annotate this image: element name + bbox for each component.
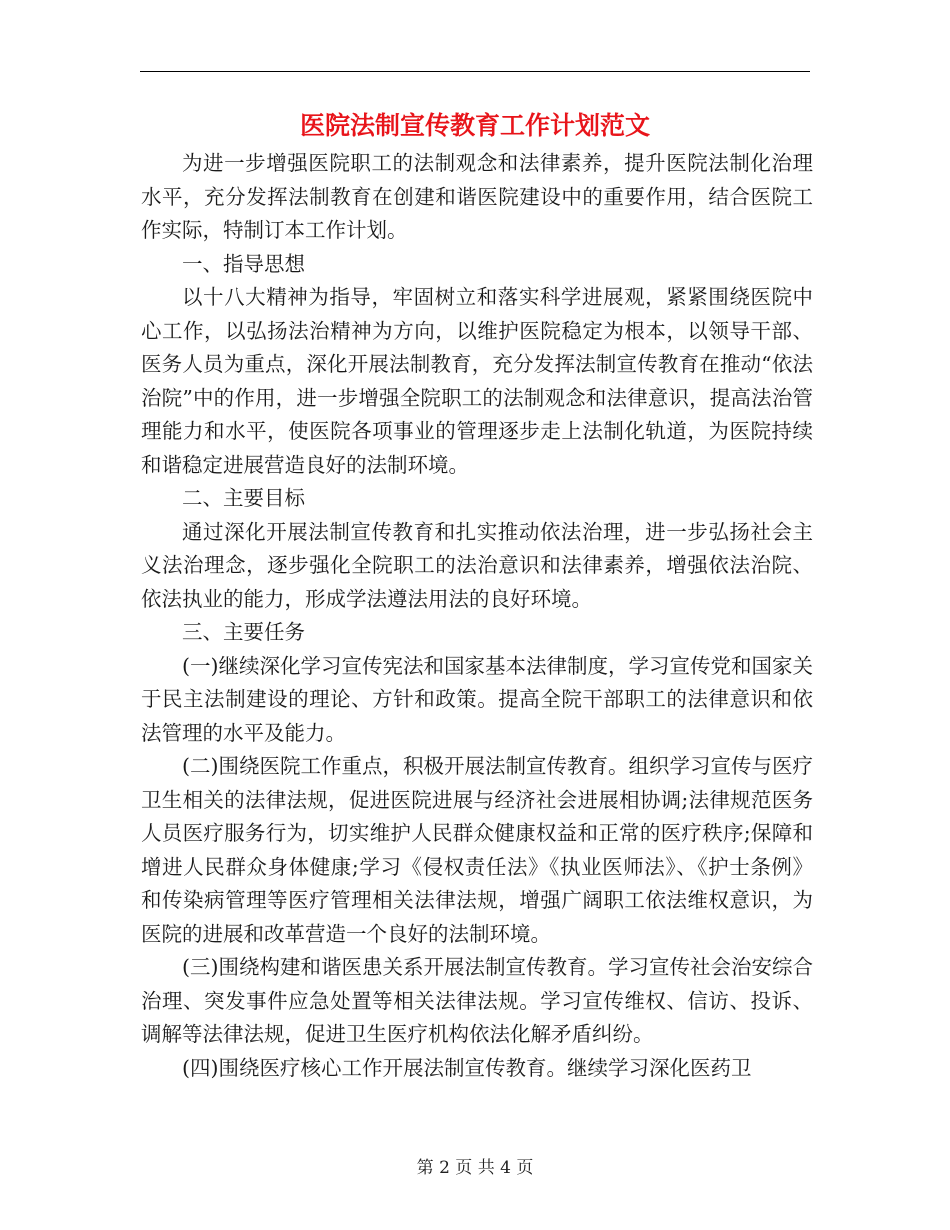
document-title: 医院法制宣传教育工作计划范文 bbox=[299, 111, 650, 140]
section-heading-main-goals: 二、主要目标 bbox=[182, 486, 305, 510]
paragraph-guiding-ideology: 以十八大精神为指导，牢固树立和落实科学进展观，紧紧围绕医院中心工作，以弘扬法治精神为方向，以维护医院稳定为根本，以领导干部、医务人员为重点，深化开展法制教育，充分发挥法制宣传教育在推动“依法治院”中的作用，进一步增强全院职工的法制观念和法律意识，提高法治管理能力和水平，使医院各项事业的管理逐步走上法制化轨道，为医院持续和谐稳定进展营造良好的法制环境。 bbox=[141, 285, 813, 477]
paragraph-task-1: (一)继续深化学习宣传宪法和国家基本法律制度，学习宣传党和国家关于民主法制建设的理论、方针和政策。提高全院干部职工的法律意识和依法管理的水平及能力。 bbox=[141, 653, 813, 745]
paragraph-task-2: (二)围绕医院工作重点，积极开展法制宣传教育。组织学习宣传与医疗卫生相关的法律法规，促进医院进展与经济社会进展相协调;法律规范医务人员医疗服务行为，切实维护人民群众健康权益和正常的医疗秩序;保障和增进人民群众身体健康;学习《侵权责任法》《执业医师法》、《护士条例》和传染病管理等医疗管理相关法律法规，增强广阔职工依法维权意识，为医院的进展和改革营造一个良好的法制环境。 bbox=[141, 754, 813, 946]
section-heading-main-tasks: 三、主要任务 bbox=[182, 620, 305, 644]
section-heading-guiding-ideology: 一、指导思想 bbox=[182, 251, 305, 276]
paragraph-task-3: (三)围绕构建和谐医患关系开展法制宣传教育。学习宣传社会治安综合治理、突发事件应急处置等相关法律法规。学习宣传维权、信访、投诉、调解等法律法规，促进卫生医疗机构依法化解矛盾纠纷。 bbox=[141, 955, 813, 1046]
paragraph-task-4: (四)围绕医疗核心工作开展法制宣传教育。继续学习深化医药卫 bbox=[182, 1055, 752, 1080]
paragraph-main-goals: 通过深化开展法制宣传教育和扎实推动依法治理，进一步弘扬社会主义法治理念，逐步强化全院职工的法治意识和法律素养，增强依法治院、依法执业的能力，形成学法遵法用法的良好环境。 bbox=[141, 519, 813, 611]
page-footer: 第 2 页 共 4 页 bbox=[416, 1158, 534, 1178]
document-body bbox=[141, 147, 813, 1085]
header-rule bbox=[140, 71, 810, 72]
paragraph-intro: 为进一步增强医院职工的法制观念和法律素养，提升医院法制化治理水平，充分发挥法制教育在创建和谐医院建设中的重要作用，结合医院工作实际，特制订本工作计划。 bbox=[141, 151, 813, 242]
